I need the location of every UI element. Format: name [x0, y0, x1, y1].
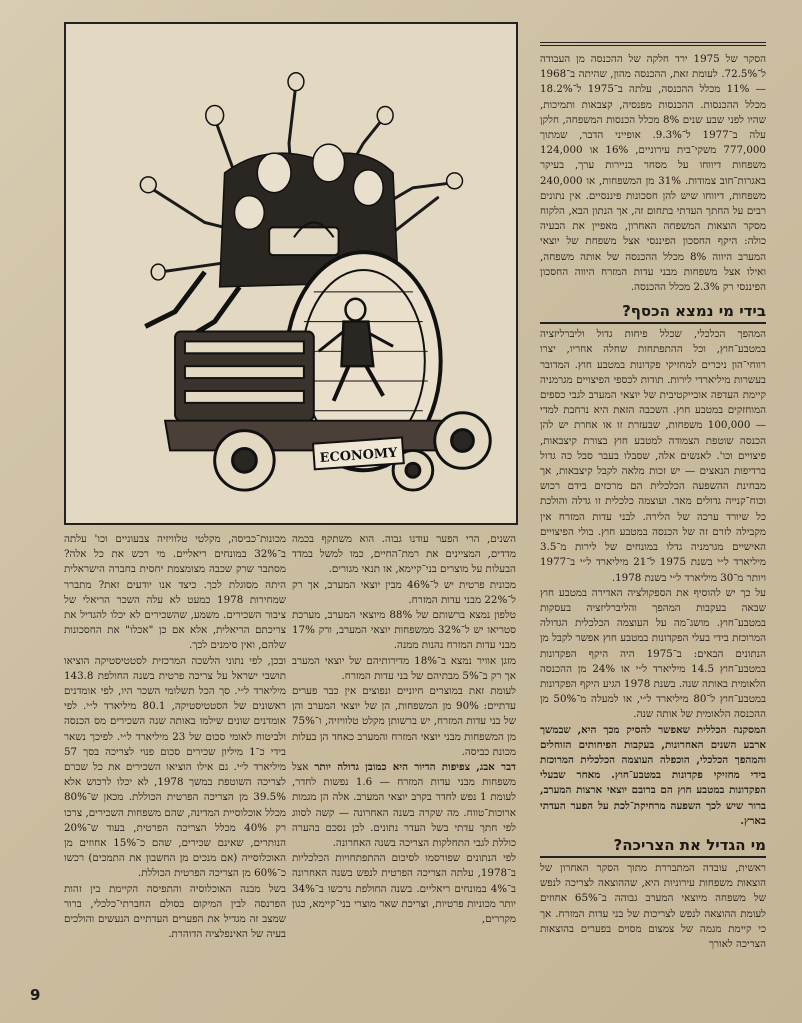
- middle-paragraph-7: לפי הנתונים שפורסמו לסיכום ההתפתחויות הכלכליות ב־1978, עלתה הצריכה הפרטית לנפש בשנה האחרונה ב־4% במונחים ריאליים. בשנה החולפת נרכשו ב־34% יותר מכוניות פרטיות, וצריכת שאר מוצרי בני־קיימא, כגון מקררים,: [292, 852, 516, 926]
- left-paragraph-3: בשל מבנה האוכלוסיה והתפיסה הקיימת בין זהות הפרנסה לבין המיקום בסולם החברתי־כלכלי, ברור שמצב זה מגדיל את הפערים העדתיים הנעשים והולכים בעיה של האינפלציה הדוהרת.: [64, 882, 286, 941]
- economy-machine-cartoon: [66, 24, 516, 523]
- left-paragraph-1: מכונות־כביסה, מקלטי טלוויזיה צבעוניים וכו' עלתה ב־32% במונחים ריאליים. מי רכש את כל אלה? מסתבר שרק שכבה מצומצמת יחסית בחברה הישראלית היתה מסוגלת לכך. כיצד אנו יודעים זאת? מתברר שמחירות 1978 כמעט לא עלה השכר הריאלי של ציבור השכירים. משמע, שהשכירים לא יכלו להגדיל את צריכתם הריאלית, אלא אם כן "אכלו" את החסכונות שלהם, ואין סימנים לכך.: [64, 533, 286, 652]
- middle-paragraph-6: אצל משפחות מבני עדות המזרח — 1.6 נפשות לחדר, לעומת 1 נפש לחדר בקרב יוצאי המערב. אלה הן מגמות ארוכות־טווח. מה שקרה בשנה האחרונה — קשה לסווג לפי חתך עדתי בשל העדר נתונים. לכן נסכם בהערה כוללת לגבי התחלקות הצריכה בשנה האחרונה.: [292, 761, 516, 850]
- economy-label: ECONOMY: [319, 445, 398, 467]
- article-column-middle: [292, 532, 516, 1002]
- middle-paragraph-3: טלפון נמצא ברשותם של 88% מיוצאי המערב, מערכת סטריאו יש ל־32% ממשפחות יוצאי המערב, ורק 17% מבני עדות המזרח נהנות ממנה.: [292, 609, 516, 652]
- article-column-right: [540, 42, 766, 1002]
- middle-paragraph-6-bold: דבר אבג, צפיפות הדיור היא כמובן גדולה יותר: [314, 761, 516, 774]
- middle-paragraph-2: מכונית פרטית יש ל־46% מבין יוצאי המערב, אך רק ל־22% מבני עדות המזרח.: [292, 578, 516, 606]
- article-column-left: [64, 532, 286, 1002]
- intro-paragraph: הסקר של 1975 ירד חלקה של ההכנסה מן העבודה ל־72.5%. לעומת זאת, ההכנסה מהון, שהיתה ב־1968 — 11% מכלל ההכנסה, עלתה ב־1975 ל־18.2% מכלל ההכנסות. ההכנסות מפנסיה, קצבאות ותמיכות, שהיו לפני שבע שנים 8% מכלל הכנסות המשפחה, חלקן עלה ב־1977 ל־9.3%. אופייני הדבר, שמתוך 777,000 משקי־בית עירוניים, 16% או 124,000 משפחות דיווחו על מסחר בניירות ערך, בעיקר באגרות־חוב צמודות. 31% מן המשפחות, או 240,000 משפחות, דיווחו שיש להן חסכונות פיננסיים. אין נתונים רבים על החתך העדתי בתחום זה, אך הנתון הבא, הלקוח מסקר הוצאות המשפחה האחרון, מאפיין את הבעיה כולה: היקף החסכון הפיננסי אצל משפחת של יוצאי המערב היווה 8% מכלל ההכנסה של אותה משפחה, ואילו אצל משפחות מבני עדות המזרח היווה החסכון הפיננסי רק 2.3% מכלל ההכנסה.: [540, 53, 766, 294]
- heading-who-increased-consumption: מי הגדיל את הצריכה?: [540, 834, 766, 858]
- body-paragraph-2-bold: המסקנה הכללית שאפשר להסיק מכך היא, שבמשך ארבע השנים האחרונות, בעקבות הפיחותים הזוחלים והמהפך הכלכלי, הוכפלה העוצמה הכלכלית המרוכזת בידי מחזיקי פקדונות במטבע־חוץ. מאחר שבעלי הפקדונות במטבע חוץ הם ברובם יוצאי ארצות המערב, ברור שיש לכך השפעה מרחיקת־לכת על הפער העדתי בארץ.: [540, 723, 766, 827]
- middle-paragraph-4: מזגן אוויר נמצא ב־18% מדירותיהם של יוצאי המערב אך רק ב־5% מבתיהם של בני עדות המזרח.: [292, 654, 516, 682]
- middle-paragraph-5: לעומת זאת במוצרים חיוניים ונפוצים אין כבר פערים עדתיים: 90% מן המשפחות, הן של יוצאי המערב והן של בני עדות המזרח, יש ברשותן מקלט טלוויזיה, ו־75% מן המשפחות מבני יוצאי המזרח והמערב כאחד הן בעלות מכונת כביסה.: [292, 685, 516, 758]
- body-paragraph-3: ראשית, עובדה המתבררת מתוך הסקר האחרון של הוצאות משפחות עירוניות היא, שההוצאה לצריכה לנפש של משפחה מיוצאי המערב גבוהה ב־65% אחוזים לעומת ההוצאה לנפש לצריכות של בני עדות המזרח. אך כי קיימת מגמה של צמצום מסוים בפערים בהוצאות הצריכה לאורך: [540, 861, 766, 950]
- cartoon-illustration: [64, 22, 518, 525]
- page-number: 9: [30, 986, 41, 1004]
- middle-paragraph-1: השנים, הרי הפער עודנו גבוה. הוא משתקף בכמה מדדים, המציינים את רמת־החיים, כמו למשל במדד הבעלות על מוצרים בני־קיימא, או תנאי מגורים.: [292, 533, 516, 576]
- heading-who-holds-money: בידי מי נמצא הכסף?: [540, 300, 766, 324]
- body-paragraph-1: המהפך הכלכלי, שכלל פיחות גדול וליברליזציה במטבע־חוץ, וכל ההתפתחות שחלה אחריו, יצרו רווחי־הון ניכרים למחזיקי פקדונות במטבע חוץ. המדובר בעשרות מיליארדי לירות. תודות לכספי הפיצויים מגרמניה קיימת העדפה אובייקטיבית של יוצאי המערב לגבי כספים המוחזקים במטבע חוץ. השכבה הזאת היא נרחבת למדי — 100,000 משפחות, שבעזרת זו או אחרת יש להן הכנסה שוטפת הצמודה למטבע חוץ בצורת קיצבאות, פיצויים וכו'. לאנשים אלה, שסבלו בעבר סבל כה גדול ברדיפות הנאצים — יש זכות מלאה לקבל קיצבאות, אך מבחינת ההשפעה הכלכלית הם מרכזים בידם רכוש וכוח־קנייה גדולים מאד. ועוצמה כלכלית זו גדלה והולכת כל שיורד ערכה של הלירה. לבני עדות המזרח אין מקבילה לזרם זה של הכנסה במטבע חוץ. בולי הפיצויים האישיים מגרמניה גדלו במונחים של לירות מ־3.5 מיליארד ל״י בשנת 1975 ל־21 מיליארד ל״י ב־1977 ויותר מ־30 מיליארד ל״י בשנת 1978.: [540, 328, 766, 584]
- body-paragraph-2: על כך יש להוסיף את הספקולציה האדירה במטבע חוץ שבאה בעקבות המהפך והליברליזציה בעסקות במטבע־חוץ. מושג־מה על העוצמה הכלכלית הגדולה המרוכזת בידי בעלי הפקדונות במטבע חוץ אפשר לקבל מן הנתונים הבאים: ב־1975 היה היקף הפקדונות במטבע־חוץ 14.5 מיליארד ל״י או 24% מן ההכנסה הלאומית באותה שנה. בשנת 1978 הגיע היקף הפקדונות במטבע־חוץ ל־80 מיליארד ל״י, או למעלה מ־50% מן ההכנסה הלאומית של אותה שנה.: [540, 586, 766, 721]
- left-paragraph-2: ובכן, לפי נתוני הלשכה המרכזית לסטטיסטיקה הוציאו תושבי ישראל על צריכה פרטית בשנה החולפת 143.8 מיליארד ל״י. סך הכל תשלומי השכר היו, לפי אומדנים ראשונים של הסטטיסטיקה, 80.1 מיליארד ל״י. לפי אומדנים שונים שילמו באותה שנה השכירים מס הכנסה ולביטוח לאומי סכום של 23 מיליארד ל״י. לפיכך נשאר בידי כ־1 מיליון שכירים סכום פנוי לצריכה בסך 57 מיליארד ל״י. גם אילו הוציאו השכירים את כל שכרם לצריכה השוטפת במשך 1978, לא יכלו לרכוש אלא 39.5% מן הצריכה הפרטית הכוללת. מכאן ש־80% מכלל אוכלוסיית המדינה, שהם משפחות השכירים, צרכו רק 40% מכלל הצריכה הפרטית, בעוד ש־20% הנותרים, שאינם שכירים, שהם כ־15% אחוזים מן האוכלוסייה (אם מנכים מן החשבון את התמכים) רכשו כ־60% מן הצריכה הפרטית הכוללת.: [64, 654, 286, 880]
- top-rule: [540, 42, 766, 46]
